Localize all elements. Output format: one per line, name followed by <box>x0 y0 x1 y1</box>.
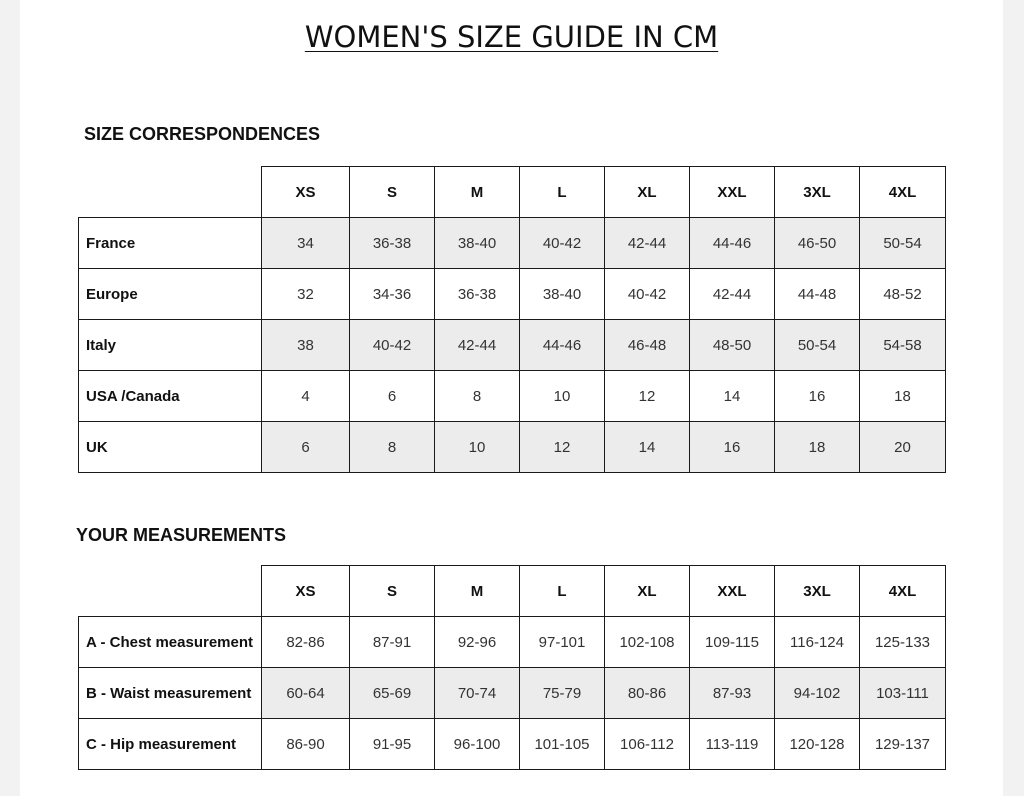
value-cell: 87-93 <box>690 668 775 719</box>
size-header-cell: L <box>520 566 605 617</box>
value-cell: 44-46 <box>690 218 775 269</box>
value-cell: 36-38 <box>435 269 520 320</box>
value-cell: 102-108 <box>605 617 690 668</box>
size-header-cell: M <box>435 566 520 617</box>
value-cell: 42-44 <box>605 218 690 269</box>
size-guide-page <box>20 0 1003 796</box>
value-cell: 42-44 <box>690 269 775 320</box>
page-title <box>20 20 1003 54</box>
value-cell: 8 <box>435 371 520 422</box>
value-cell: 109-115 <box>690 617 775 668</box>
value-cell: 16 <box>775 371 860 422</box>
row-label-cell: USA /Canada <box>79 371 262 422</box>
value-cell: 94-102 <box>775 668 860 719</box>
value-cell: 46-48 <box>605 320 690 371</box>
value-cell: 54-58 <box>860 320 946 371</box>
value-cell: 75-79 <box>520 668 605 719</box>
size-header-cell: XS <box>262 167 350 218</box>
value-cell: 34 <box>262 218 350 269</box>
value-cell: 42-44 <box>435 320 520 371</box>
value-cell: 101-105 <box>520 719 605 770</box>
value-cell: 48-52 <box>860 269 946 320</box>
value-cell: 44-46 <box>520 320 605 371</box>
value-cell: 44-48 <box>775 269 860 320</box>
value-cell: 14 <box>605 422 690 473</box>
size-header-cell: S <box>350 566 435 617</box>
value-cell: 96-100 <box>435 719 520 770</box>
value-cell: 10 <box>520 371 605 422</box>
value-cell: 40-42 <box>350 320 435 371</box>
table-row <box>79 320 946 371</box>
value-cell: 6 <box>262 422 350 473</box>
size-correspondences-heading: SIZE CORRESPONDENCES <box>84 124 321 144</box>
size-header-cell: 3XL <box>775 167 860 218</box>
your-measurements-table <box>78 565 946 770</box>
value-cell: 106-112 <box>605 719 690 770</box>
value-cell: 40-42 <box>520 218 605 269</box>
value-cell: 12 <box>520 422 605 473</box>
value-cell: 50-54 <box>860 218 946 269</box>
size-header-cell: S <box>350 167 435 218</box>
value-cell: 92-96 <box>435 617 520 668</box>
value-cell: 80-86 <box>605 668 690 719</box>
table-row <box>79 269 946 320</box>
value-cell: 65-69 <box>350 668 435 719</box>
value-cell: 18 <box>860 371 946 422</box>
size-header-cell: XXL <box>690 167 775 218</box>
size-header-cell: L <box>520 167 605 218</box>
row-label-cell: UK <box>79 422 262 473</box>
value-cell: 70-74 <box>435 668 520 719</box>
value-cell: 113-119 <box>690 719 775 770</box>
value-cell: 38 <box>262 320 350 371</box>
value-cell: 6 <box>350 371 435 422</box>
row-label-cell: B - Waist measurement <box>79 668 262 719</box>
empty-corner-cell <box>79 167 262 218</box>
page-title-text: WOMEN'S SIZE GUIDE IN CM <box>304 20 719 54</box>
value-cell: 103-111 <box>860 668 946 719</box>
table-row <box>79 617 946 668</box>
your-measurements-heading: YOUR MEASUREMENTS <box>76 525 287 545</box>
value-cell: 91-95 <box>350 719 435 770</box>
value-cell: 120-128 <box>775 719 860 770</box>
row-label-cell: Europe <box>79 269 262 320</box>
value-cell: 36-38 <box>350 218 435 269</box>
size-header-cell: XXL <box>690 566 775 617</box>
size-header-cell: 3XL <box>775 566 860 617</box>
table-row <box>79 668 946 719</box>
size-header-cell: XL <box>605 167 690 218</box>
value-cell: 86-90 <box>262 719 350 770</box>
value-cell: 8 <box>350 422 435 473</box>
size-header-cell: XS <box>262 566 350 617</box>
row-label-cell: Italy <box>79 320 262 371</box>
table-row <box>79 371 946 422</box>
value-cell: 18 <box>775 422 860 473</box>
row-label-cell: A - Chest measurement <box>79 617 262 668</box>
value-cell: 16 <box>690 422 775 473</box>
size-header-cell: XL <box>605 566 690 617</box>
value-cell: 34-36 <box>350 269 435 320</box>
empty-corner-cell <box>79 566 262 617</box>
value-cell: 87-91 <box>350 617 435 668</box>
value-cell: 40-42 <box>605 269 690 320</box>
row-label-cell: France <box>79 218 262 269</box>
value-cell: 97-101 <box>520 617 605 668</box>
value-cell: 20 <box>860 422 946 473</box>
value-cell: 48-50 <box>690 320 775 371</box>
value-cell: 46-50 <box>775 218 860 269</box>
value-cell: 125-133 <box>860 617 946 668</box>
size-header-cell: 4XL <box>860 566 946 617</box>
value-cell: 60-64 <box>262 668 350 719</box>
value-cell: 38-40 <box>520 269 605 320</box>
row-label-cell: C - Hip measurement <box>79 719 262 770</box>
value-cell: 116-124 <box>775 617 860 668</box>
value-cell: 12 <box>605 371 690 422</box>
value-cell: 129-137 <box>860 719 946 770</box>
table-row <box>79 218 946 269</box>
value-cell: 38-40 <box>435 218 520 269</box>
table-row <box>79 719 946 770</box>
value-cell: 4 <box>262 371 350 422</box>
size-correspondences-table <box>78 166 946 473</box>
value-cell: 32 <box>262 269 350 320</box>
value-cell: 14 <box>690 371 775 422</box>
value-cell: 82-86 <box>262 617 350 668</box>
table-row <box>79 422 946 473</box>
value-cell: 10 <box>435 422 520 473</box>
value-cell: 50-54 <box>775 320 860 371</box>
size-header-cell: M <box>435 167 520 218</box>
size-header-cell: 4XL <box>860 167 946 218</box>
